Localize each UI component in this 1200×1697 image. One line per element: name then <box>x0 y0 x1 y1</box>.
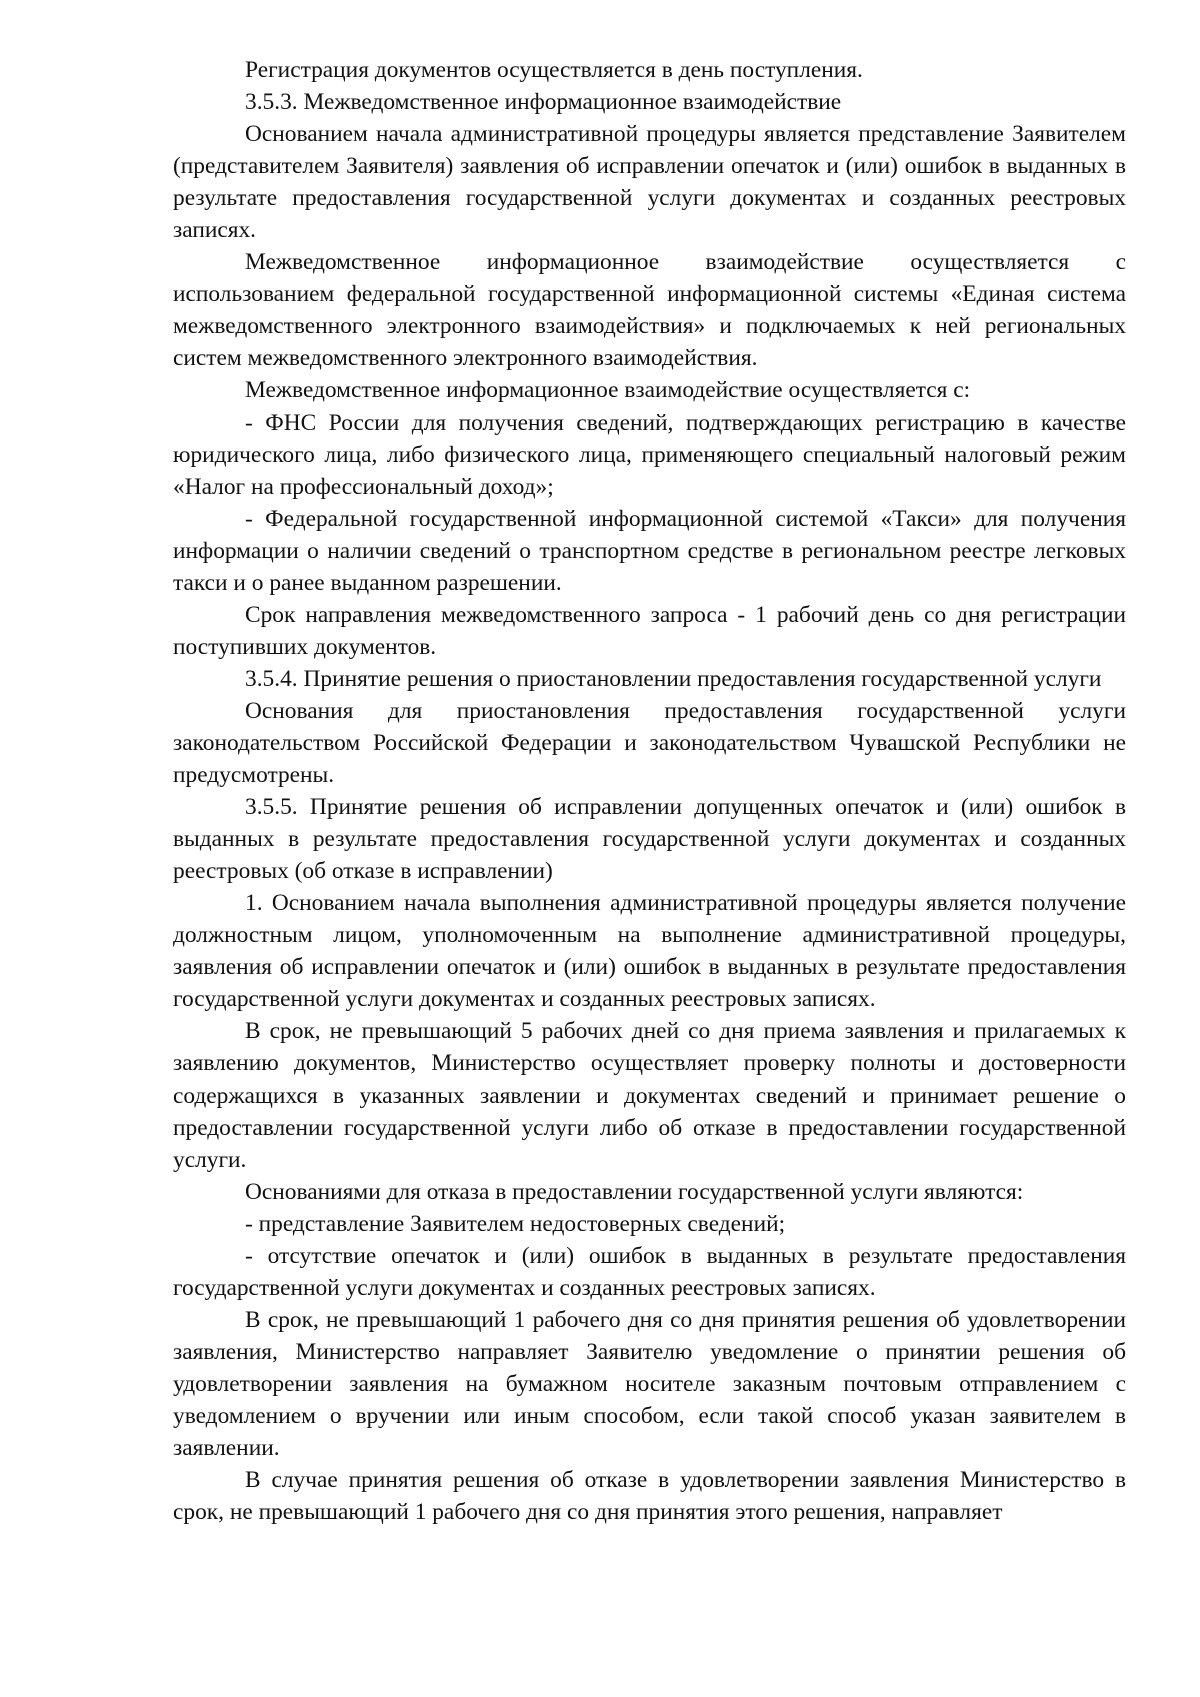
paragraph: Срок направления межведомственного запроса - 1 рабочий день со дня регистрации поступивших документов. <box>173 601 1126 660</box>
paragraph: Межведомственное информационное взаимодействие осуществляется с: <box>245 377 971 404</box>
paragraph: Межведомственное информационное взаимодействие осуществляется с использованием федеральной государственной информационной системы «Единая система межведомственного электронного взаимодействия» и подключаемых к ней региональных систем межведомственного электронного взаимодействия. <box>173 249 1126 372</box>
section-heading-3-5-3: 3.5.3. Межведомственное информационное взаимодействие <box>245 89 842 116</box>
paragraph: Основанием начала административной процедуры является представление Заявителем (представителем Заявителя) заявления об исправлении опечаток и (или) ошибок в выданных в результате предоставления государственной услуги документах и созданных реестровых записях. <box>173 121 1126 244</box>
document-page <box>173 54 1126 1528</box>
paragraph-registration: Регистрация документов осуществляется в день поступления. <box>245 57 863 83</box>
paragraph: В срок, не превышающий 1 рабочего дня со дня принятия решения об удовлетворении заявления, Министерство направляет Заявителю уведомление о принятии решения об удовлетворении заявления на бумажном носителе заказным почтовым отправлением с уведомлением о вручении или иным способом, если такой способ указан заявителем в заявлении. <box>173 1306 1126 1462</box>
paragraph: Основаниями для отказа в предоставлении государственной услуги являются: <box>245 1178 1024 1205</box>
paragraph: Основания для приостановления предоставления государственной услуги законодательством Российской Федерации и законодательством Чувашской Республики не предусмотрены. <box>173 697 1126 789</box>
paragraph: 1. Основанием начала выполнения административной процедуры является получение должностным лицом, уполномоченным на выполнение административной процедуры, заявления об исправлении опечаток и (или) ошибок в выданных в результате предоставления государственной услуги документах и созданных реестровых записях. <box>173 890 1126 1013</box>
paragraph: В случае принятия решения об отказе в удовлетворении заявления Министерство в срок, не превышающий 1 рабочего дня со дня принятия этого решения, направляет <box>173 1467 1126 1526</box>
paragraph: В срок, не превышающий 5 рабочих дней со дня приема заявления и прилагаемых к заявлению документов, Министерство осуществляет проверку полноты и достоверности содержащихся в указанных заявлении и документах сведений и принимает решение о предоставлении государственной услуги либо об отказе в предоставлении государственной услуги. <box>173 1018 1126 1173</box>
list-item: - отсутствие опечаток и (или) ошибок в выданных в результате предоставления государственной услуги документах и созданных реестровых записях. <box>173 1242 1126 1301</box>
section-heading-3-5-4: 3.5.4. Принятие решения о приостановлении предоставления государственной услуги <box>245 665 1102 692</box>
list-item: - Федеральной государственной информационной системой «Такси» для получения информации о наличии сведений о транспортном средстве в региональном реестре легковых такси и о ранее выданном разрешении. <box>173 505 1126 596</box>
section-heading-3-5-5: 3.5.5. Принятие решения об исправлении допущенных опечаток и (или) ошибок в выданных в результате предоставления государственной услуги документах и созданных реестровых (об отказе в исправлении) <box>173 794 1126 885</box>
list-item: - ФНС России для получения сведений, подтверждающих регистрацию в качестве юридического лица, либо физического лица, применяющего специальный налоговый режим «Налог на профессиональный доход»; <box>173 409 1126 500</box>
list-item: - представление Заявителем недостоверных сведений; <box>245 1210 786 1237</box>
